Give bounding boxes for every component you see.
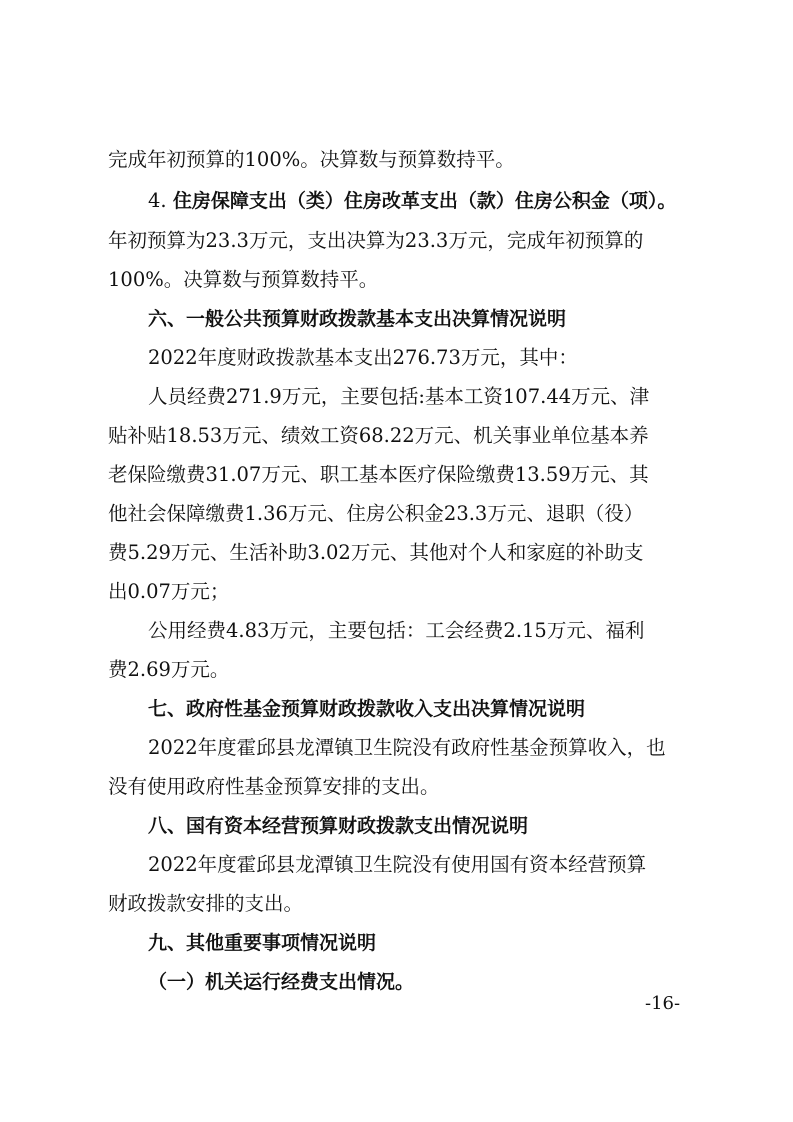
body-line: 他社会保障缴费1.36万元、住房公积金23.3万元、退职（役） <box>108 502 644 525</box>
body-line: 公用经费4.83万元，主要包括：工会经费2.15万元、福利 <box>148 619 645 642</box>
body-line: 出0.07万元； <box>108 580 230 603</box>
body-line: 2022年度霍邱县龙潭镇卫生院没有使用国有资本经营预算 <box>148 853 647 876</box>
section-heading: 七、政府性基金预算财政拨款收入支出决算情况说明 <box>148 698 586 720</box>
body-line: 完成年初预算的100%。决算数与预算数持平。 <box>108 148 515 171</box>
body-line: 费5.29万元、生活补助3.02万元、其他对个人和家庭的补助支 <box>108 541 644 564</box>
item-heading: 住房保障支出（类）住房改革支出（款）住房公积金（项）。 <box>172 190 677 212</box>
body-line: 没有使用政府性基金预算安排的支出。 <box>108 775 440 798</box>
subsection-heading: （一）机关运行经费支出情况。 <box>148 971 415 993</box>
body-line: 2022年度霍邱县龙潭镇卫生院没有政府性基金预算收入，也 <box>148 736 666 759</box>
body-line: 100%。决算数与预算数持平。 <box>108 268 379 291</box>
body-line: 2022年度财政拨款基本支出276.73万元，其中： <box>148 346 578 369</box>
body-line: 财政拨款安排的支出。 <box>108 892 304 915</box>
section-heading: 六、一般公共预算财政拨款基本支出决算情况说明 <box>148 308 567 330</box>
body-line: 老保险缴费31.07万元、职工基本医疗保险缴费13.59万元、其 <box>108 463 649 486</box>
body-line: 年初预算为23.3万元，支出决算为23.3万元，完成年初预算的 <box>108 229 644 252</box>
body-line: 费2.69万元。 <box>108 658 230 681</box>
page-number: -16- <box>645 993 681 1014</box>
body-line: 人员经费271.9万元，主要包括:基本工资107.44万元、津 <box>148 385 650 408</box>
item-line <box>148 188 676 214</box>
body-line: 贴补贴18.53万元、绩效工资68.22万元、机关事业单位基本养 <box>108 424 649 447</box>
item-number: 4. <box>148 189 173 212</box>
section-heading: 九、其他重要事项情况说明 <box>148 932 377 954</box>
section-heading: 八、国有资本经营预算财政拨款支出情况说明 <box>148 815 529 837</box>
